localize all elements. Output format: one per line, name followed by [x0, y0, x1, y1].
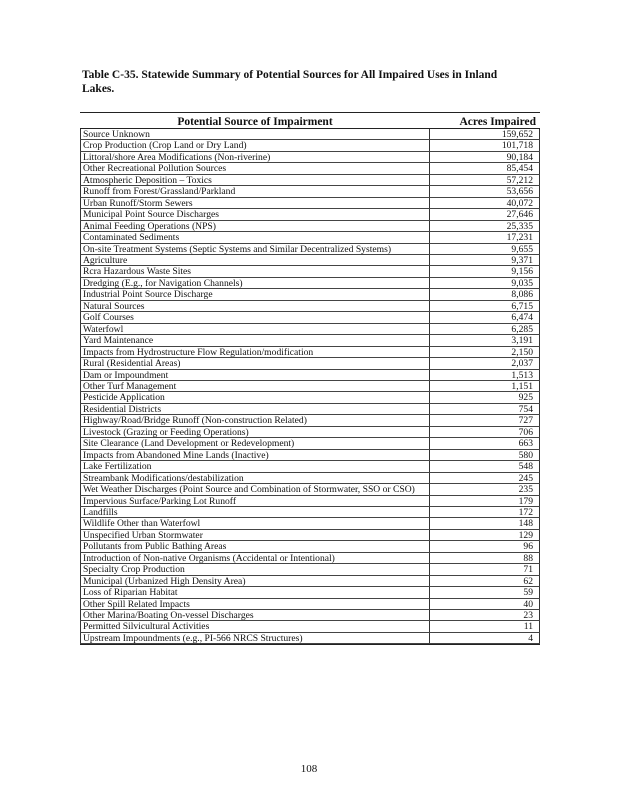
table-row: [80, 358, 540, 369]
acres-cell: 2,150: [430, 347, 540, 357]
source-cell: Highway/Road/Bridge Runoff (Non-construction Related): [80, 415, 430, 425]
source-cell: Residential Districts: [80, 404, 430, 414]
source-cell: Other Turf Management: [80, 381, 430, 391]
table-row: [80, 370, 540, 381]
table-row: [80, 266, 540, 277]
table-row: [80, 599, 540, 610]
table-row: [80, 541, 540, 552]
acres-cell: 71: [430, 564, 540, 574]
source-cell: Urban Runoff/Storm Sewers: [80, 198, 430, 208]
acres-cell: 9,156: [430, 266, 540, 276]
acres-cell: 88: [430, 553, 540, 563]
source-cell: Other Spill Related Impacts: [80, 599, 430, 609]
header-source: Potential Source of Impairment: [177, 116, 333, 128]
acres-cell: 245: [430, 473, 540, 483]
source-cell: Rural (Residential Areas): [80, 358, 430, 368]
table-row: [80, 221, 540, 232]
acres-cell: 8,086: [430, 289, 540, 299]
table-row: [80, 427, 540, 438]
source-cell: Landfills: [80, 507, 430, 517]
impairment-table: [80, 112, 540, 645]
table-row: [80, 163, 540, 174]
acres-cell: 9,371: [430, 255, 540, 265]
source-cell: Dredging (E.g., for Navigation Channels): [80, 278, 430, 288]
table-row: [80, 587, 540, 598]
table-row: [80, 312, 540, 323]
source-cell: Pollutants from Public Bathing Areas: [80, 541, 430, 551]
acres-cell: 148: [430, 518, 540, 528]
acres-cell: 754: [430, 404, 540, 414]
source-cell: Agriculture: [80, 255, 430, 265]
source-cell: Animal Feeding Operations (NPS): [80, 221, 430, 231]
acres-cell: 40,072: [430, 198, 540, 208]
acres-cell: 23: [430, 610, 540, 620]
table-row: [80, 198, 540, 209]
source-cell: Municipal (Urbanized High Density Area): [80, 576, 430, 586]
table-row: [80, 564, 540, 575]
table-row: [80, 633, 540, 644]
table-row: [80, 289, 540, 300]
table-row: [80, 530, 540, 541]
table-row: [80, 232, 540, 243]
source-cell: Yard Maintenance: [80, 335, 430, 345]
source-cell: Pesticide Application: [80, 392, 430, 402]
table-row: [80, 553, 540, 564]
table-body: [80, 129, 540, 644]
table-row: [80, 129, 540, 140]
source-cell: Industrial Point Source Discharge: [80, 289, 430, 299]
source-cell: Contaminated Sediments: [80, 232, 430, 242]
acres-cell: 85,454: [430, 163, 540, 173]
source-cell: Introduction of Non-native Organisms (Accidental or Intentional): [80, 553, 430, 563]
acres-cell: 40: [430, 599, 540, 609]
table-row: [80, 484, 540, 495]
table-row: [80, 473, 540, 484]
acres-cell: 9,035: [430, 278, 540, 288]
header-acres: Acres Impaired: [459, 116, 536, 128]
acres-cell: 663: [430, 438, 540, 448]
acres-cell: 27,646: [430, 209, 540, 219]
acres-cell: 25,335: [430, 221, 540, 231]
table-row: [80, 404, 540, 415]
table-row: [80, 335, 540, 346]
table-row: [80, 255, 540, 266]
table-row: [80, 461, 540, 472]
table-row: [80, 496, 540, 507]
acres-cell: 925: [430, 392, 540, 402]
table-row: [80, 621, 540, 632]
table-row: [80, 610, 540, 621]
table-row: [80, 244, 540, 255]
source-cell: Crop Production (Crop Land or Dry Land): [80, 140, 430, 150]
acres-cell: 17,231: [430, 232, 540, 242]
table-row: [80, 152, 540, 163]
source-cell: Upstream Impoundments (e.g., PI-566 NRCS Structures): [80, 633, 430, 643]
source-cell: Specialty Crop Production: [80, 564, 430, 574]
source-cell: Impervious Surface/Parking Lot Runoff: [80, 496, 430, 506]
acres-cell: 548: [430, 461, 540, 471]
acres-cell: 96: [430, 541, 540, 551]
acres-cell: 101,718: [430, 140, 540, 150]
source-cell: Permitted Silvicultural Activities: [80, 621, 430, 631]
source-cell: Municipal Point Source Discharges: [80, 209, 430, 219]
source-cell: Livestock (Grazing or Feeding Operations): [80, 427, 430, 437]
table-row: [80, 347, 540, 358]
source-cell: Streambank Modifications/destabilization: [80, 473, 430, 483]
source-cell: Natural Sources: [80, 301, 430, 311]
table-row: [80, 450, 540, 461]
table-row: [80, 301, 540, 312]
source-cell: Site Clearance (Land Development or Redevelopment): [80, 438, 430, 448]
acres-cell: 179: [430, 496, 540, 506]
source-cell: Atmospheric Deposition – Toxics: [80, 175, 430, 185]
table-caption: Table C-35. Statewide Summary of Potential Sources for All Impaired Uses in Inland Lakes.: [82, 69, 498, 95]
source-cell: Source Unknown: [80, 129, 430, 139]
acres-cell: 3,191: [430, 335, 540, 345]
table-row: [80, 278, 540, 289]
table-row: [80, 438, 540, 449]
source-cell: Golf Courses: [80, 312, 430, 322]
source-cell: Other Recreational Pollution Sources: [80, 163, 430, 173]
table-row: [80, 576, 540, 587]
source-cell: Littoral/shore Area Modifications (Non-riverine): [80, 152, 430, 162]
table-row: [80, 324, 540, 335]
acres-cell: 62: [430, 576, 540, 586]
table-row: [80, 415, 540, 426]
source-cell: Wildlife Other than Waterfowl: [80, 518, 430, 528]
acres-cell: 6,474: [430, 312, 540, 322]
acres-cell: 90,184: [430, 152, 540, 162]
table-row: [80, 175, 540, 186]
acres-cell: 9,655: [430, 244, 540, 254]
source-cell: Impacts from Hydrostructure Flow Regulation/modification: [80, 347, 430, 357]
table-row: [80, 140, 540, 151]
acres-cell: 580: [430, 450, 540, 460]
source-cell: Other Marina/Boating On-vessel Discharges: [80, 610, 430, 620]
acres-cell: 1,151: [430, 381, 540, 391]
acres-cell: 53,656: [430, 186, 540, 196]
source-cell: Loss of Riparian Habitat: [80, 587, 430, 597]
page-number: 108: [300, 763, 318, 775]
table-row: [80, 507, 540, 518]
source-cell: Runoff from Forest/Grassland/Parkland: [80, 186, 430, 196]
table-row: [80, 392, 540, 403]
acres-cell: 6,715: [430, 301, 540, 311]
acres-cell: 172: [430, 507, 540, 517]
acres-cell: 6,285: [430, 324, 540, 334]
table-row: [80, 186, 540, 197]
table-row: [80, 381, 540, 392]
acres-cell: 129: [430, 530, 540, 540]
acres-cell: 727: [430, 415, 540, 425]
source-cell: Impacts from Abandoned Mine Lands (Inactive): [80, 450, 430, 460]
table-row: [80, 518, 540, 529]
acres-cell: 1,513: [430, 370, 540, 380]
source-cell: Waterfowl: [80, 324, 430, 334]
source-cell: Rcra Hazardous Waste Sites: [80, 266, 430, 276]
acres-cell: 2,037: [430, 358, 540, 368]
source-cell: Dam or Impoundment: [80, 370, 430, 380]
acres-cell: 57,212: [430, 175, 540, 185]
source-cell: On-site Treatment Systems (Septic Systems and Similar Decentralized Systems): [80, 244, 430, 254]
table-row: [80, 209, 540, 220]
source-cell: Lake Fertilization: [80, 461, 430, 471]
acres-cell: 4: [430, 633, 540, 643]
source-cell: Wet Weather Discharges (Point Source and Combination of Stormwater, SSO or CSO): [80, 484, 430, 494]
source-cell: Unspecified Urban Stormwater: [80, 530, 430, 540]
acres-cell: 11: [430, 621, 540, 631]
acres-cell: 235: [430, 484, 540, 494]
table-header: [80, 113, 540, 129]
acres-cell: 159,652: [430, 129, 540, 139]
acres-cell: 706: [430, 427, 540, 437]
acres-cell: 59: [430, 587, 540, 597]
